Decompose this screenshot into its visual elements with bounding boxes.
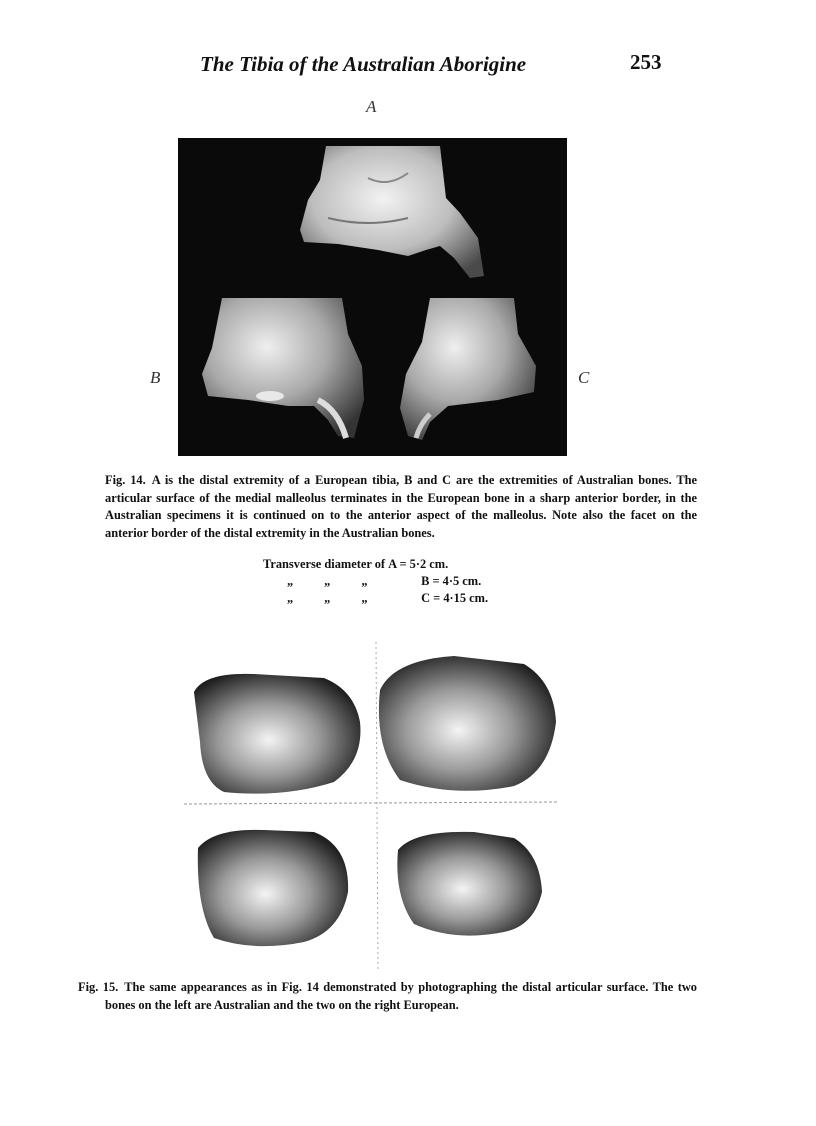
figure-14-label-c: C [578,368,590,387]
surface-top-right [379,656,556,791]
measurement-prefix: „ „ „ [287,574,368,588]
figure-14-photograph [178,138,567,456]
surface-bottom-left [198,830,348,946]
figure-14-label-b: B [150,368,161,387]
measurement-prefix: „ „ „ [287,591,368,605]
figure-15-caption [78,979,697,1014]
figure-15-caption-label: Fig. 15. [78,980,119,994]
running-title: The Tibia of the Australian Aborigine [200,52,527,76]
measurement-value: C = 4·15 cm. [421,591,489,605]
surface-bottom-right [397,832,542,936]
measurement-prefix: Transverse diameter of [263,557,386,571]
figure-15-caption-text: The same appearances as in Fig. 14 demonstrated by photographing the distal articular surface. The two bones on the left are Australian and the two on the right European. [105,980,698,1012]
surface-top-left [194,674,360,794]
measurement-line-b [287,573,481,589]
figure-15-photograph [184,642,558,970]
figure-14-label-a: A [366,97,377,116]
measurement-line-a [263,556,448,572]
measurement-value: A = 5·2 cm. [388,557,449,571]
measurement-value: B = 4·5 cm. [421,574,482,588]
figure-14-caption-label: Fig. 14. [105,473,146,487]
measurement-line-c [287,590,488,606]
page-number: 253 [630,50,662,74]
figure-14-caption [78,472,697,542]
figure-14-caption-text: A is the distal extremity of a European tibia, B and C are the extremities of Australian bones. The articular surface of the medial malleolus terminates in the European bone in a sharp anterior border, in the Australian specimens it is continued on to the anterior aspect of the malleolus. Note also the facet on the anterior border of the distal extremity in the Australian bones. [105,473,697,540]
